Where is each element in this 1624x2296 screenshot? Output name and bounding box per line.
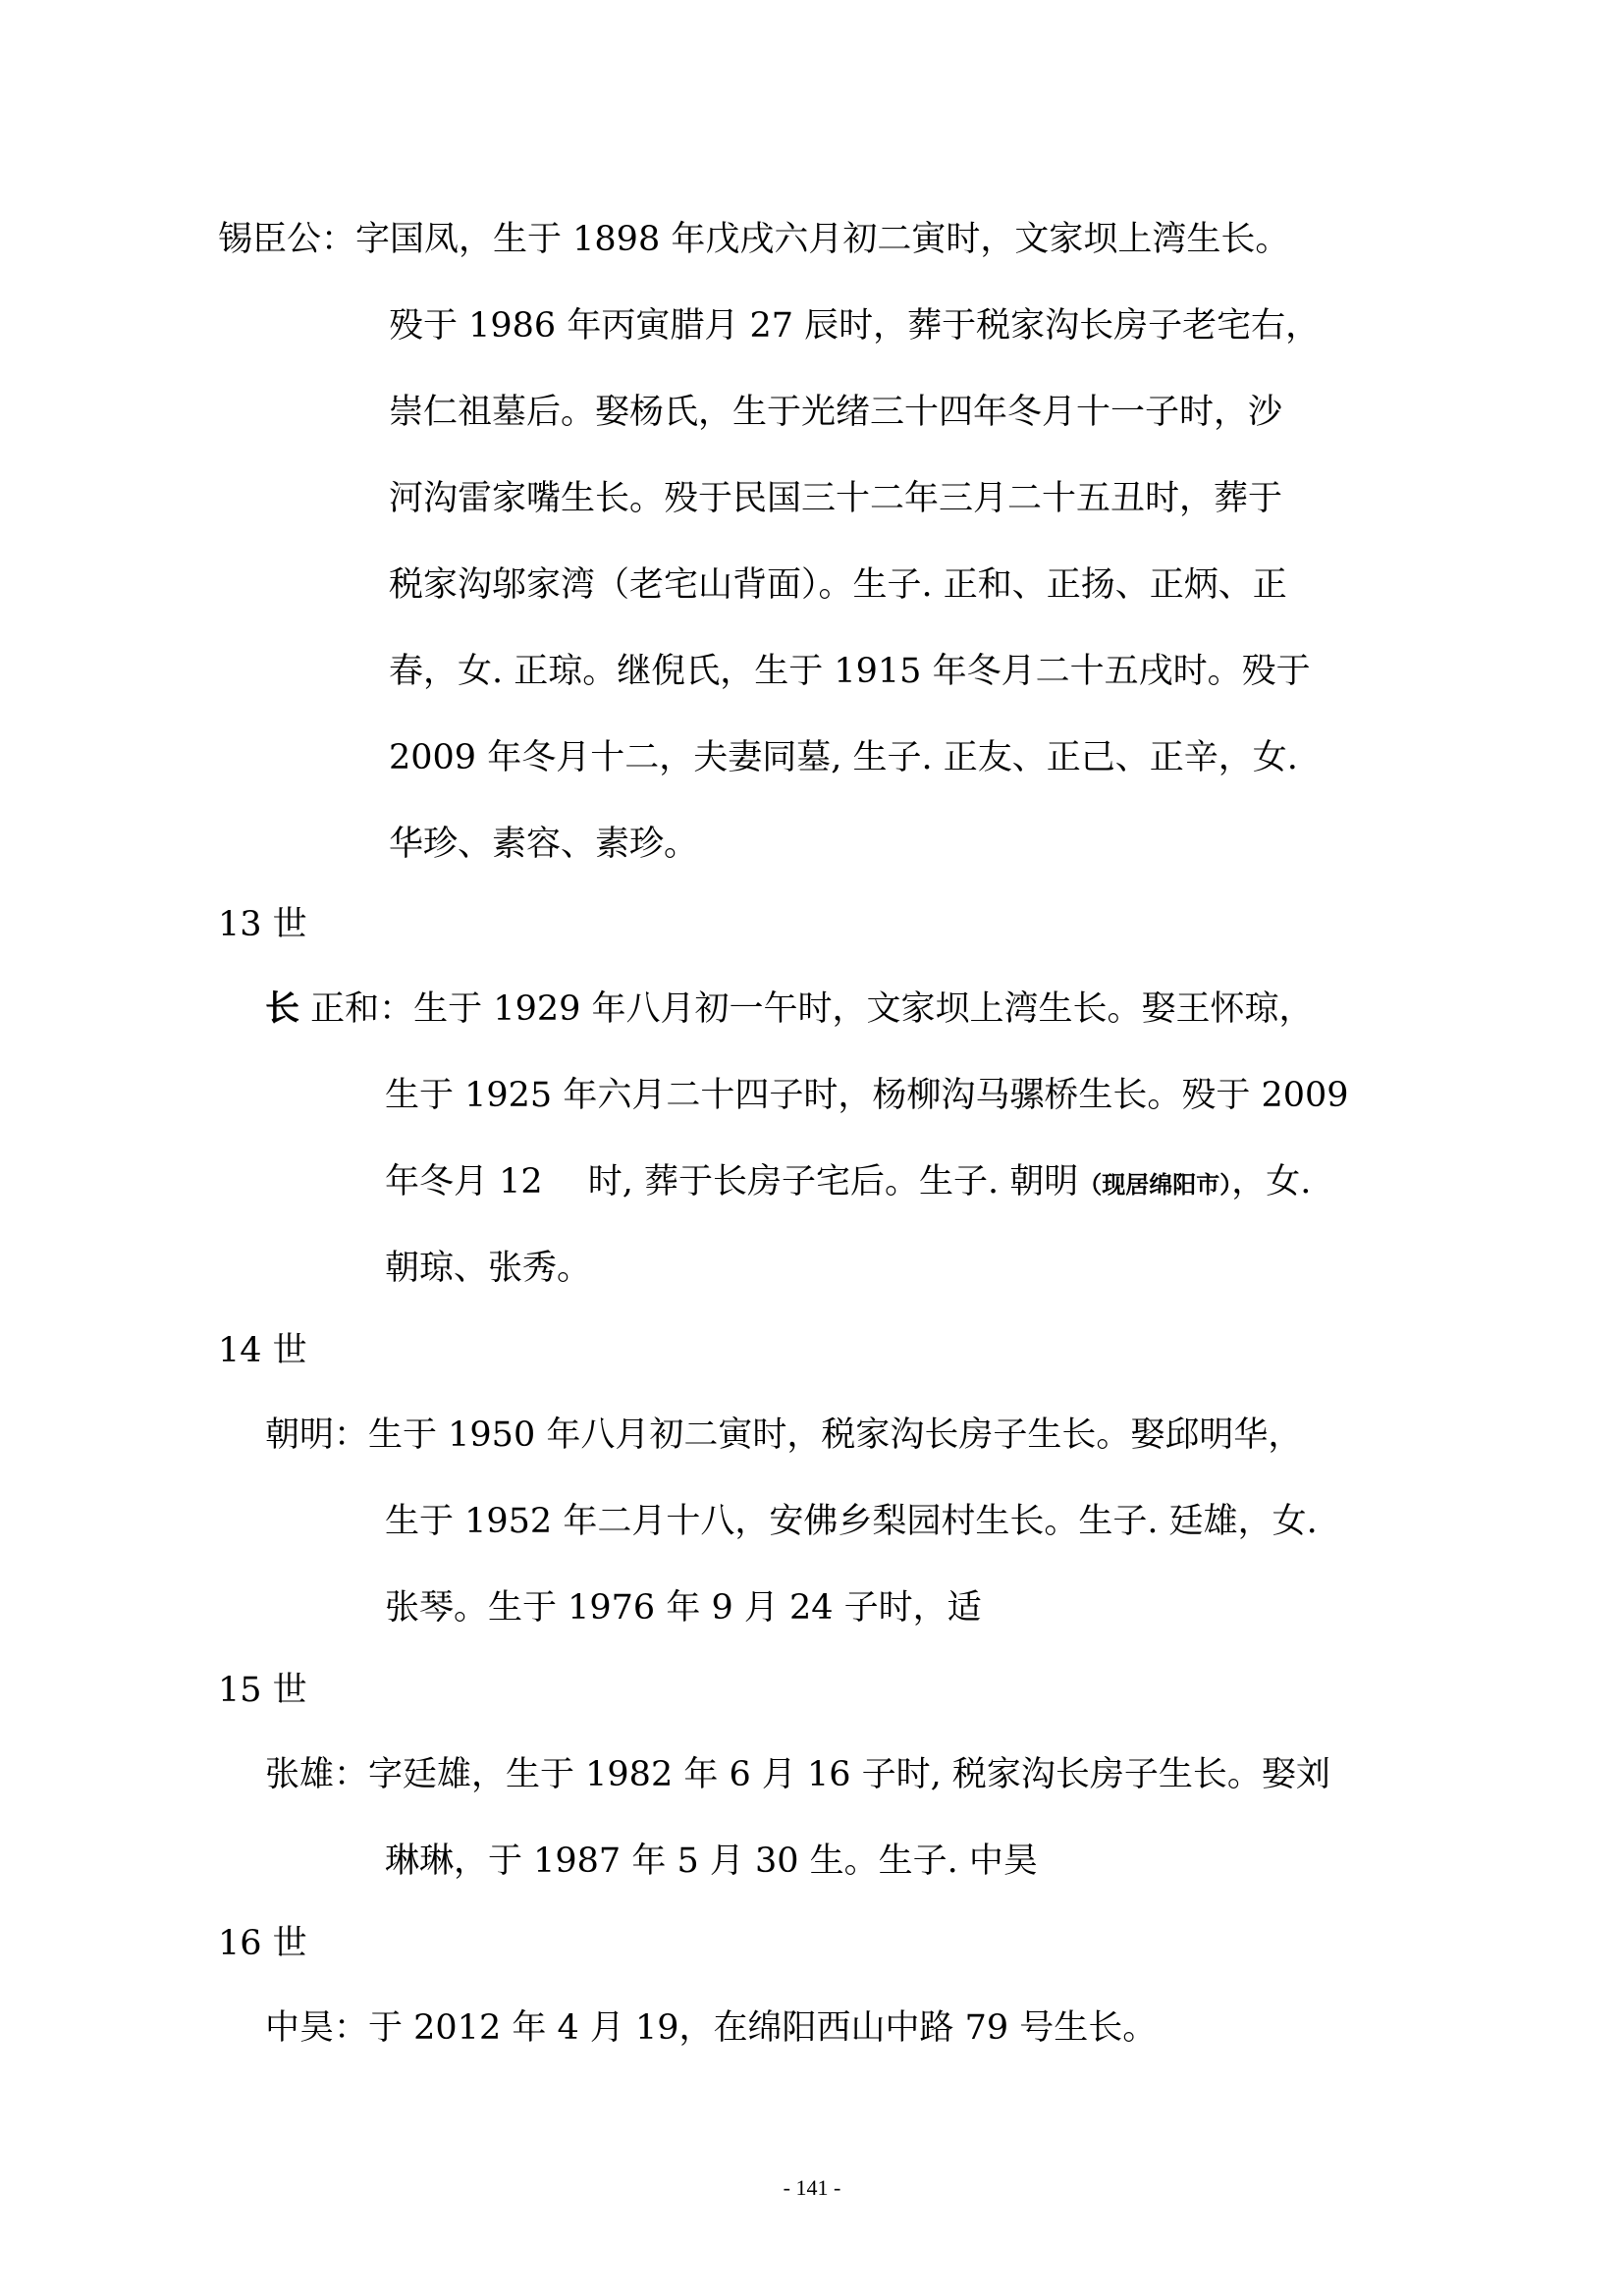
- entry-head: 锡臣公：: [218, 220, 356, 259]
- entry-text-line: 朝琼、张秀。: [385, 1249, 592, 1288]
- entry-text-line: 税家沟邬家湾（老宅山背面）。生子. 正和、正扬、正炳、正: [389, 565, 1287, 605]
- page-number: - 141 -: [783, 2175, 841, 2200]
- entry-text: 于 2012 年 4 月 19，在绵阳西山中路 79 号生长。: [368, 2008, 1158, 2048]
- generation-label-16: 16 世: [218, 1924, 307, 1963]
- gen13-head-line: [265, 988, 1314, 1031]
- entry-head: 张雄：: [265, 1755, 369, 1794]
- entry-text-line: 张琴。生于 1976 年 9 月 24 子时，适: [385, 1588, 982, 1628]
- entry-text-line: 生于 1925 年六月二十四子时，杨柳沟马骡桥生长。殁于 2009: [385, 1076, 1349, 1115]
- entry-text-line: 殁于 1986 年丙寅腊月 27 辰时，葬于税家沟长房子老宅右，: [389, 306, 1321, 346]
- entry-text: 字廷雄，生于 1982 年 6 月 16 子时, 税家沟长房子生长。娶刘: [368, 1755, 1330, 1794]
- entry-head-line: [218, 218, 1289, 261]
- gen15-head-line: [265, 1753, 1330, 1796]
- entry-text-line: 河沟雷家嘴生长。殁于民国三十二年三月二十五丑时，葬于: [389, 479, 1283, 518]
- entry-text-line: [385, 1160, 1311, 1206]
- entry-text-line: 崇仁祖墓后。娶杨氏，生于光绪三十四年冬月十一子时，沙: [389, 393, 1283, 432]
- generation-label-14: 14 世: [218, 1331, 307, 1370]
- entry-text-line: 2009 年冬月十二，夫妻同墓, 生子. 正友、正己、正辛，女.: [389, 738, 1298, 777]
- entry-text-line: 华珍、素容、素珍。: [389, 825, 699, 864]
- rank-mark: 长: [265, 988, 300, 1029]
- gen14-head-line: [265, 1414, 1302, 1457]
- entry-head: 中昊：: [265, 2008, 369, 2048]
- entry-text-line: 生于 1952 年二月十八，安佛乡梨园村生长。生子. 廷雄，女.: [385, 1502, 1318, 1541]
- residence-note: （现居绵阳市）: [1078, 1170, 1232, 1199]
- entry-text: 年冬月 12 时, 葬于长房子宅后。生子. 朝明: [385, 1162, 1079, 1201]
- entry-text-line: 琳琳，于 1987 年 5 月 30 生。生子. 中昊: [385, 1842, 1038, 1881]
- gen16-head-line: [265, 2006, 1157, 2050]
- entry-head: 正和：: [310, 989, 414, 1029]
- generation-label-15: 15 世: [218, 1671, 307, 1710]
- entry-text-line: 春，女. 正琼。继倪氏，生于 1915 年冬月二十五戌时。殁于: [389, 652, 1311, 691]
- entry-text: 生于 1929 年八月初一午时，文家坝上湾生长。娶王怀琼，: [413, 989, 1314, 1029]
- entry-text: ，女.: [1231, 1162, 1312, 1201]
- generation-label-13: 13 世: [218, 905, 307, 944]
- entry-text: 字国凤，生于 1898 年戊戌六月初二寅时，文家坝上湾生长。: [355, 220, 1290, 259]
- entry-text: 生于 1950 年八月初二寅时，税家沟长房子生长。娶邱明华，: [368, 1415, 1303, 1455]
- entry-head: 朝明：: [265, 1415, 369, 1455]
